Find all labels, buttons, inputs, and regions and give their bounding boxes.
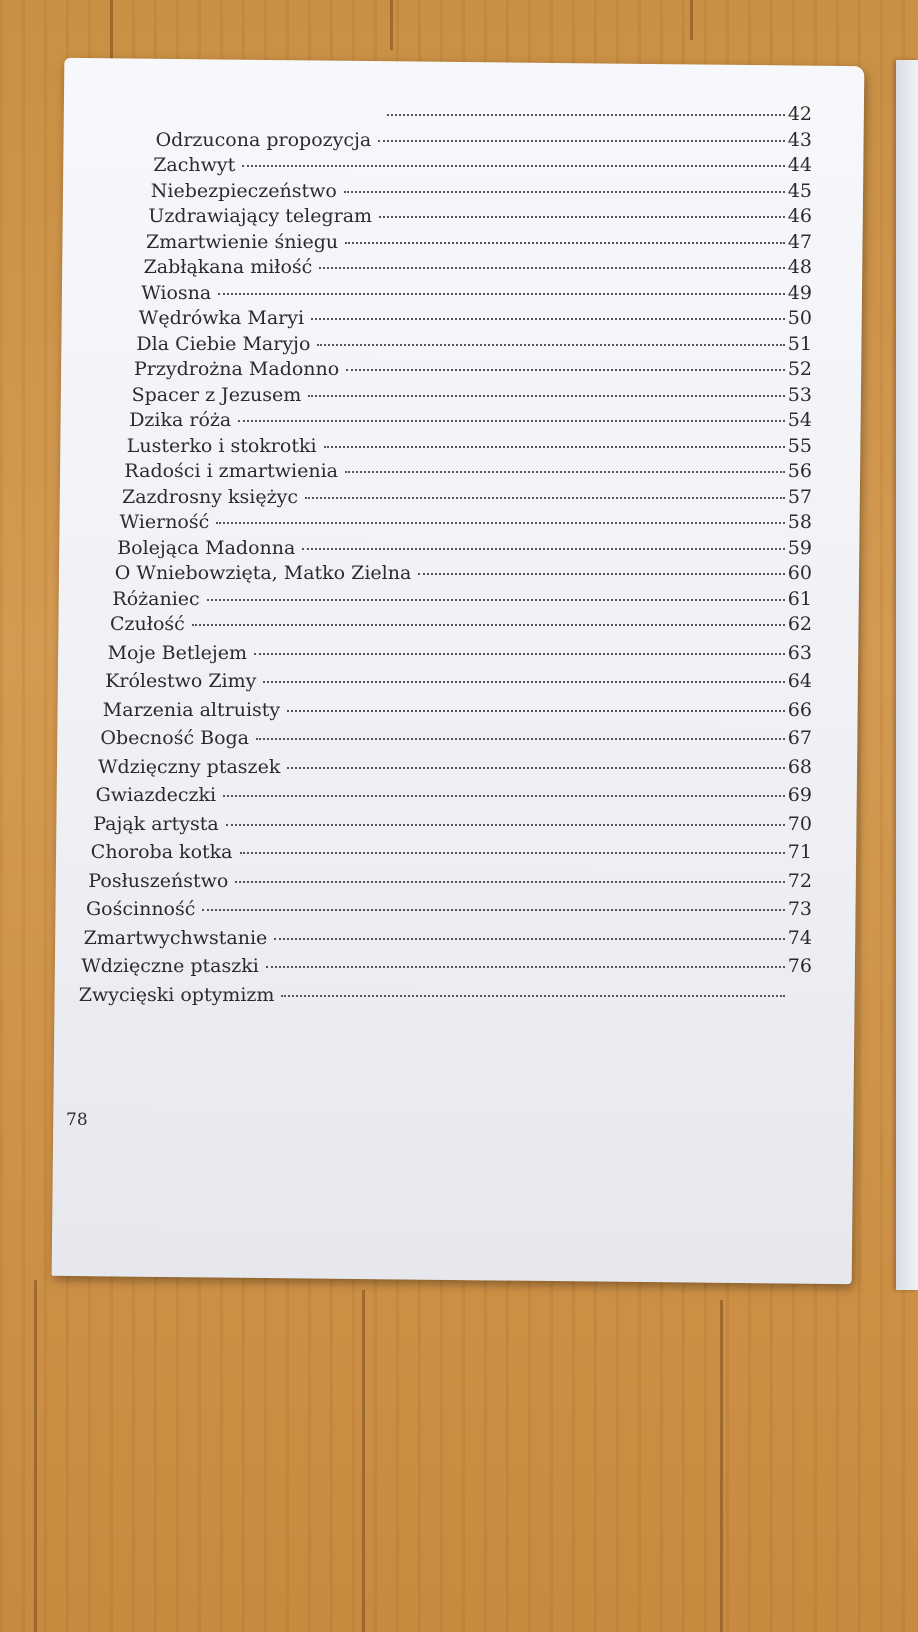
toc-entry-page: 57 (787, 485, 812, 508)
toc-entry-page: 70 (787, 812, 812, 835)
page-number: 78 (66, 1110, 88, 1130)
toc-entry (86, 898, 812, 920)
dot-leader (274, 938, 785, 940)
floor-seam (110, 0, 113, 62)
toc-entry-title: Radości i zmartwienia (124, 460, 338, 482)
toc-entry-page: 60 (787, 562, 812, 584)
dot-leader (242, 165, 785, 167)
dot-leader (216, 522, 785, 524)
toc-entry-page: 52 (787, 358, 812, 380)
toc-entry (108, 642, 812, 664)
toc-entry-title: Przydrożna Madonno (134, 358, 340, 380)
toc-entry-page: 76 (787, 955, 812, 977)
floor-seam (362, 1290, 365, 1632)
dot-leader (379, 216, 785, 218)
dot-leader (235, 881, 784, 883)
dot-leader (226, 824, 785, 826)
toc-entry-page: 74 (787, 926, 812, 949)
toc-entry-page: 47 (787, 230, 812, 253)
toc-entry (380, 103, 812, 125)
floor-seam (690, 0, 693, 40)
toc-entry-page: 56 (787, 460, 812, 482)
toc-entry-page: 71 (787, 841, 812, 863)
toc-entry-title: Wierność (119, 511, 210, 533)
toc-entry (136, 333, 812, 355)
dot-leader (287, 710, 785, 712)
dot-leader (202, 909, 784, 911)
toc-entry-page: 58 (787, 511, 812, 533)
toc-entry-title: Obecność Boga (100, 727, 250, 749)
dot-leader (263, 681, 784, 683)
toc-entry-page: 55 (787, 434, 812, 457)
toc-entry-page: 49 (787, 281, 812, 304)
toc-entry (103, 699, 812, 721)
toc-entry-page: 54 (787, 409, 812, 431)
floor-seam (34, 1280, 37, 1632)
toc-entry (127, 435, 812, 457)
toc-entry-title: Czułość (110, 613, 185, 635)
dot-leader (319, 267, 784, 269)
toc-entry-title: O Wniebowzięta, Matko Zielna (114, 562, 412, 584)
toc-entry (156, 129, 812, 151)
toc-entry-title: Wędrówka Maryi (138, 307, 305, 329)
toc-entry (144, 256, 812, 278)
toc-entry-title: Dla Ciebie Maryjo (136, 332, 311, 355)
toc-entry-title: Zachwyt (153, 154, 236, 176)
toc-entry-title: Zmartwychwstanie (83, 926, 268, 949)
toc-entry (98, 756, 812, 778)
toc-entry (91, 841, 812, 863)
dot-leader (345, 242, 785, 244)
toc-entry-page: 42 (787, 103, 812, 125)
dot-leader (281, 995, 785, 997)
toc-entry-title: Wiosna (141, 281, 212, 304)
dot-leader (346, 369, 785, 371)
toc-entry (115, 562, 812, 584)
toc-entry (141, 282, 812, 304)
toc-entry-page: 59 (787, 536, 812, 559)
toc-entry-title: Marzenia altruisty (102, 698, 281, 721)
toc-entry-page: 63 (787, 641, 812, 664)
toc-entry-page: 69 (787, 784, 812, 806)
toc-entry (134, 358, 812, 380)
dot-leader (223, 795, 785, 797)
toc-entry (96, 784, 812, 806)
toc-entry-title: Zmartwienie śniegu (146, 230, 339, 253)
toc-entry (120, 511, 812, 533)
dot-leader (308, 395, 785, 397)
toc-entry-page: 68 (787, 755, 812, 778)
toc-entry (84, 927, 812, 949)
toc-entry-page: 44 (787, 154, 812, 176)
dot-leader (218, 293, 785, 295)
toc-entry-title: Choroba kotka (90, 841, 233, 863)
toc-entry-title: Zabłąkana miłość (143, 256, 313, 278)
dot-leader (256, 738, 785, 740)
toc-entry-title: Moje Betlejem (107, 641, 247, 664)
toc-entry (117, 537, 812, 559)
dot-leader (192, 624, 785, 626)
toc-entry-page: 62 (787, 613, 812, 635)
toc-entry (79, 984, 812, 1006)
toc-entry-title: Dzika róża (129, 409, 232, 431)
dot-leader (238, 420, 785, 422)
floor-seam (720, 1300, 723, 1632)
toc-entry-page: 50 (787, 307, 812, 329)
toc-entry-title: Lusterko i stokrotki (126, 434, 317, 457)
dot-leader (254, 653, 785, 655)
toc-entry (88, 870, 812, 892)
dot-leader (305, 497, 785, 499)
toc-entry-title: Odrzucona propozycja (155, 128, 372, 151)
dot-leader (302, 548, 784, 550)
toc-entry (139, 307, 812, 329)
toc-entry-title: Gościnność (86, 898, 196, 920)
dot-leader (266, 966, 785, 968)
toc-entry-page: 51 (787, 332, 812, 355)
toc-entry-title: Zazdrosny księżyc (122, 485, 298, 508)
toc-entry-page: 53 (787, 383, 812, 406)
toc-entry (112, 588, 812, 610)
toc-entry-title: Wdzięczny ptaszek (98, 755, 281, 778)
dot-leader (207, 599, 785, 601)
toc-entry (132, 384, 812, 406)
toc-entry-page: 73 (787, 898, 812, 920)
dot-leader (387, 114, 785, 116)
toc-entry-page: 72 (787, 869, 812, 892)
toc-entry (93, 813, 812, 835)
toc-entry (153, 154, 812, 176)
dot-leader (344, 191, 785, 193)
toc-entry-page: 64 (787, 670, 812, 692)
toc-entry-page: 48 (787, 256, 812, 278)
dot-leader (287, 767, 784, 769)
toc-entry (100, 727, 812, 749)
toc-entry-title: Posłuszeństwo (88, 869, 229, 892)
toc-entry (122, 486, 812, 508)
dot-leader (317, 344, 784, 346)
toc-entry (148, 205, 812, 227)
toc-entry-page: 67 (787, 727, 812, 749)
dot-leader (240, 852, 785, 854)
toc-entry-title: Różaniec (112, 587, 200, 610)
toc-entry-title: Gwiazdeczki (95, 784, 217, 806)
toc-entry (124, 460, 812, 482)
toc-entry-page: 61 (787, 587, 812, 610)
toc-entry-page: 45 (787, 179, 812, 202)
toc-entry-title: Wdzięczne ptaszki (81, 955, 259, 977)
toc-entry-title: Bolejąca Madonna (117, 536, 296, 559)
toc-entry-title: Królestwo Zimy (105, 670, 257, 692)
toc-entry-title: Pająk artysta (93, 812, 219, 835)
toc-entry-title: Zwycięski optymizm (78, 983, 275, 1006)
toc-entry (129, 409, 812, 431)
toc-entry (105, 670, 812, 692)
toc-entry-title: Spacer z Jezusem (131, 383, 302, 406)
dot-leader (378, 140, 785, 142)
dot-leader (324, 446, 785, 448)
floor-seam (390, 0, 393, 50)
dot-leader (311, 318, 785, 320)
table-of-contents (0, 100, 918, 1060)
toc-entry-page: 66 (787, 698, 812, 721)
dot-leader (345, 471, 785, 473)
toc-entry-page: 43 (787, 128, 812, 151)
toc-entry (151, 180, 812, 202)
toc-entry (110, 613, 812, 635)
toc-entry-page: 46 (787, 205, 812, 227)
toc-entry (146, 231, 812, 253)
toc-entry-title: Uzdrawiający telegram (148, 205, 373, 227)
toc-entry (81, 955, 812, 977)
dot-leader (418, 573, 784, 575)
toc-entry-title: Niebezpieczeństwo (150, 179, 337, 202)
